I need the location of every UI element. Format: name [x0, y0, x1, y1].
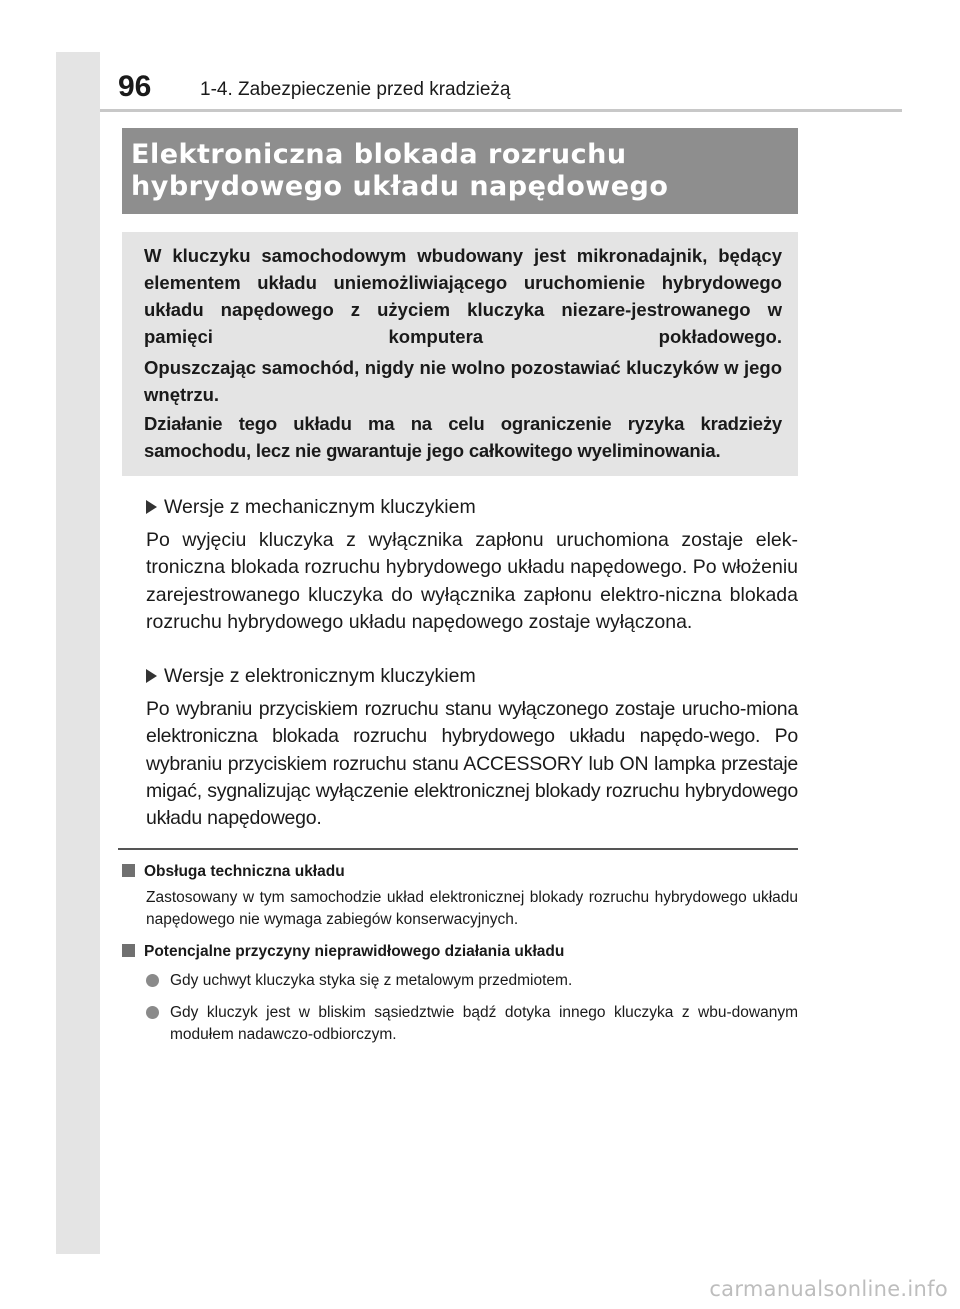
version-heading-electronic: [146, 663, 476, 689]
version-heading-text: Wersje z elektronicznym kluczykiem: [164, 665, 476, 687]
intro-box: [122, 232, 798, 476]
intro-paragraph-1: W kluczyku samochodowym wbudowany jest mikronadajnik, będący elementem układu uniemożliwiającego uruchomienie hybrydowego układu napędowego z użyciem kluczyka niezare-jestrowanego w pamięci komputera pokładowego.: [144, 245, 782, 347]
arrow-right-icon: [146, 500, 157, 514]
list-item: [146, 1002, 798, 1045]
square-bullet-icon: [122, 944, 135, 957]
version-heading-text: Wersje z mechanicznym kluczykiem: [164, 496, 476, 518]
page-number: 96: [118, 70, 152, 103]
note-heading-text: Obsługa techniczna układu: [144, 863, 345, 880]
round-bullet-icon: [146, 974, 159, 987]
intro-paragraph-2: Opuszczając samochód, nigdy nie wolno pozostawiać kluczyków w jego wnętrzu.: [144, 357, 782, 405]
page-title-line-1: Elektroniczna blokada rozruchu: [131, 139, 627, 170]
note-heading-maintenance: [122, 862, 345, 882]
list-item: [146, 970, 798, 992]
section-label: 1-4. Zabezpieczenie przed kradzieżą: [200, 79, 511, 100]
list-item-text: Gdy uchwyt kluczyka styka się z metalowym przedmiotem.: [170, 972, 573, 989]
square-bullet-icon: [122, 864, 135, 877]
page-title-line-2: hybrydowego układu napędowego: [131, 171, 669, 202]
version-text-mechanical: Po wyjęciu kluczyka z wyłącznika zapłonu uruchomiona zostaje elek-troniczna blokada rozruchu hybrydowego układu napędowego. Po włożeniu zarejestrowanego kluczyka do wyłącznika zapłonu elektro-niczna blokada rozruchu hybrydowego układu napędowego zostaje wyłączona.: [146, 529, 798, 633]
version-text-electronic: Po wybraniu przyciskiem rozruchu stanu wyłączonego zostaje urucho-miona elektroniczna blokada rozruchu hybrydowego układu napędo-wego. Po wybraniu przyciskiem rozruchu stanu ACCESSORY lub ON lampka przestaje migać, sygnalizując wyłączenie elektronicznej blokady rozruchu hybrydowego układu napędowego.: [146, 698, 798, 830]
page-side-strip: [56, 52, 100, 1254]
version-heading-mechanical: [146, 494, 476, 520]
note-text-maintenance: Zastosowany w tym samochodzie układ elektronicznej blokady rozruchu hybrydowego układu napędowego nie wymaga zabiegów konserwacyjnych.: [146, 889, 798, 928]
note-heading-text: Potencjalne przyczyny nieprawidłowego działania układu: [144, 943, 565, 960]
watermark: carmanualsonline.info: [709, 1277, 948, 1301]
intro-paragraph-3: Działanie tego układu ma na celu ograniczenie ryzyka kradzieży samochodu, lecz nie gwarantuje jego całkowitego wyeliminowania.: [144, 413, 782, 461]
header-rule: [100, 109, 902, 112]
arrow-right-icon: [146, 669, 157, 683]
page-header: [118, 70, 906, 112]
section-divider: [118, 848, 798, 850]
list-item-text: Gdy kluczyk jest w bliskim sąsiedztwie bądź dotyka innego kluczyka z wbu-dowanym modułem nadawczo-odbiorczym.: [170, 1004, 798, 1043]
note-heading-malfunction: [122, 942, 564, 962]
title-box: [122, 128, 798, 214]
round-bullet-icon: [146, 1006, 159, 1019]
